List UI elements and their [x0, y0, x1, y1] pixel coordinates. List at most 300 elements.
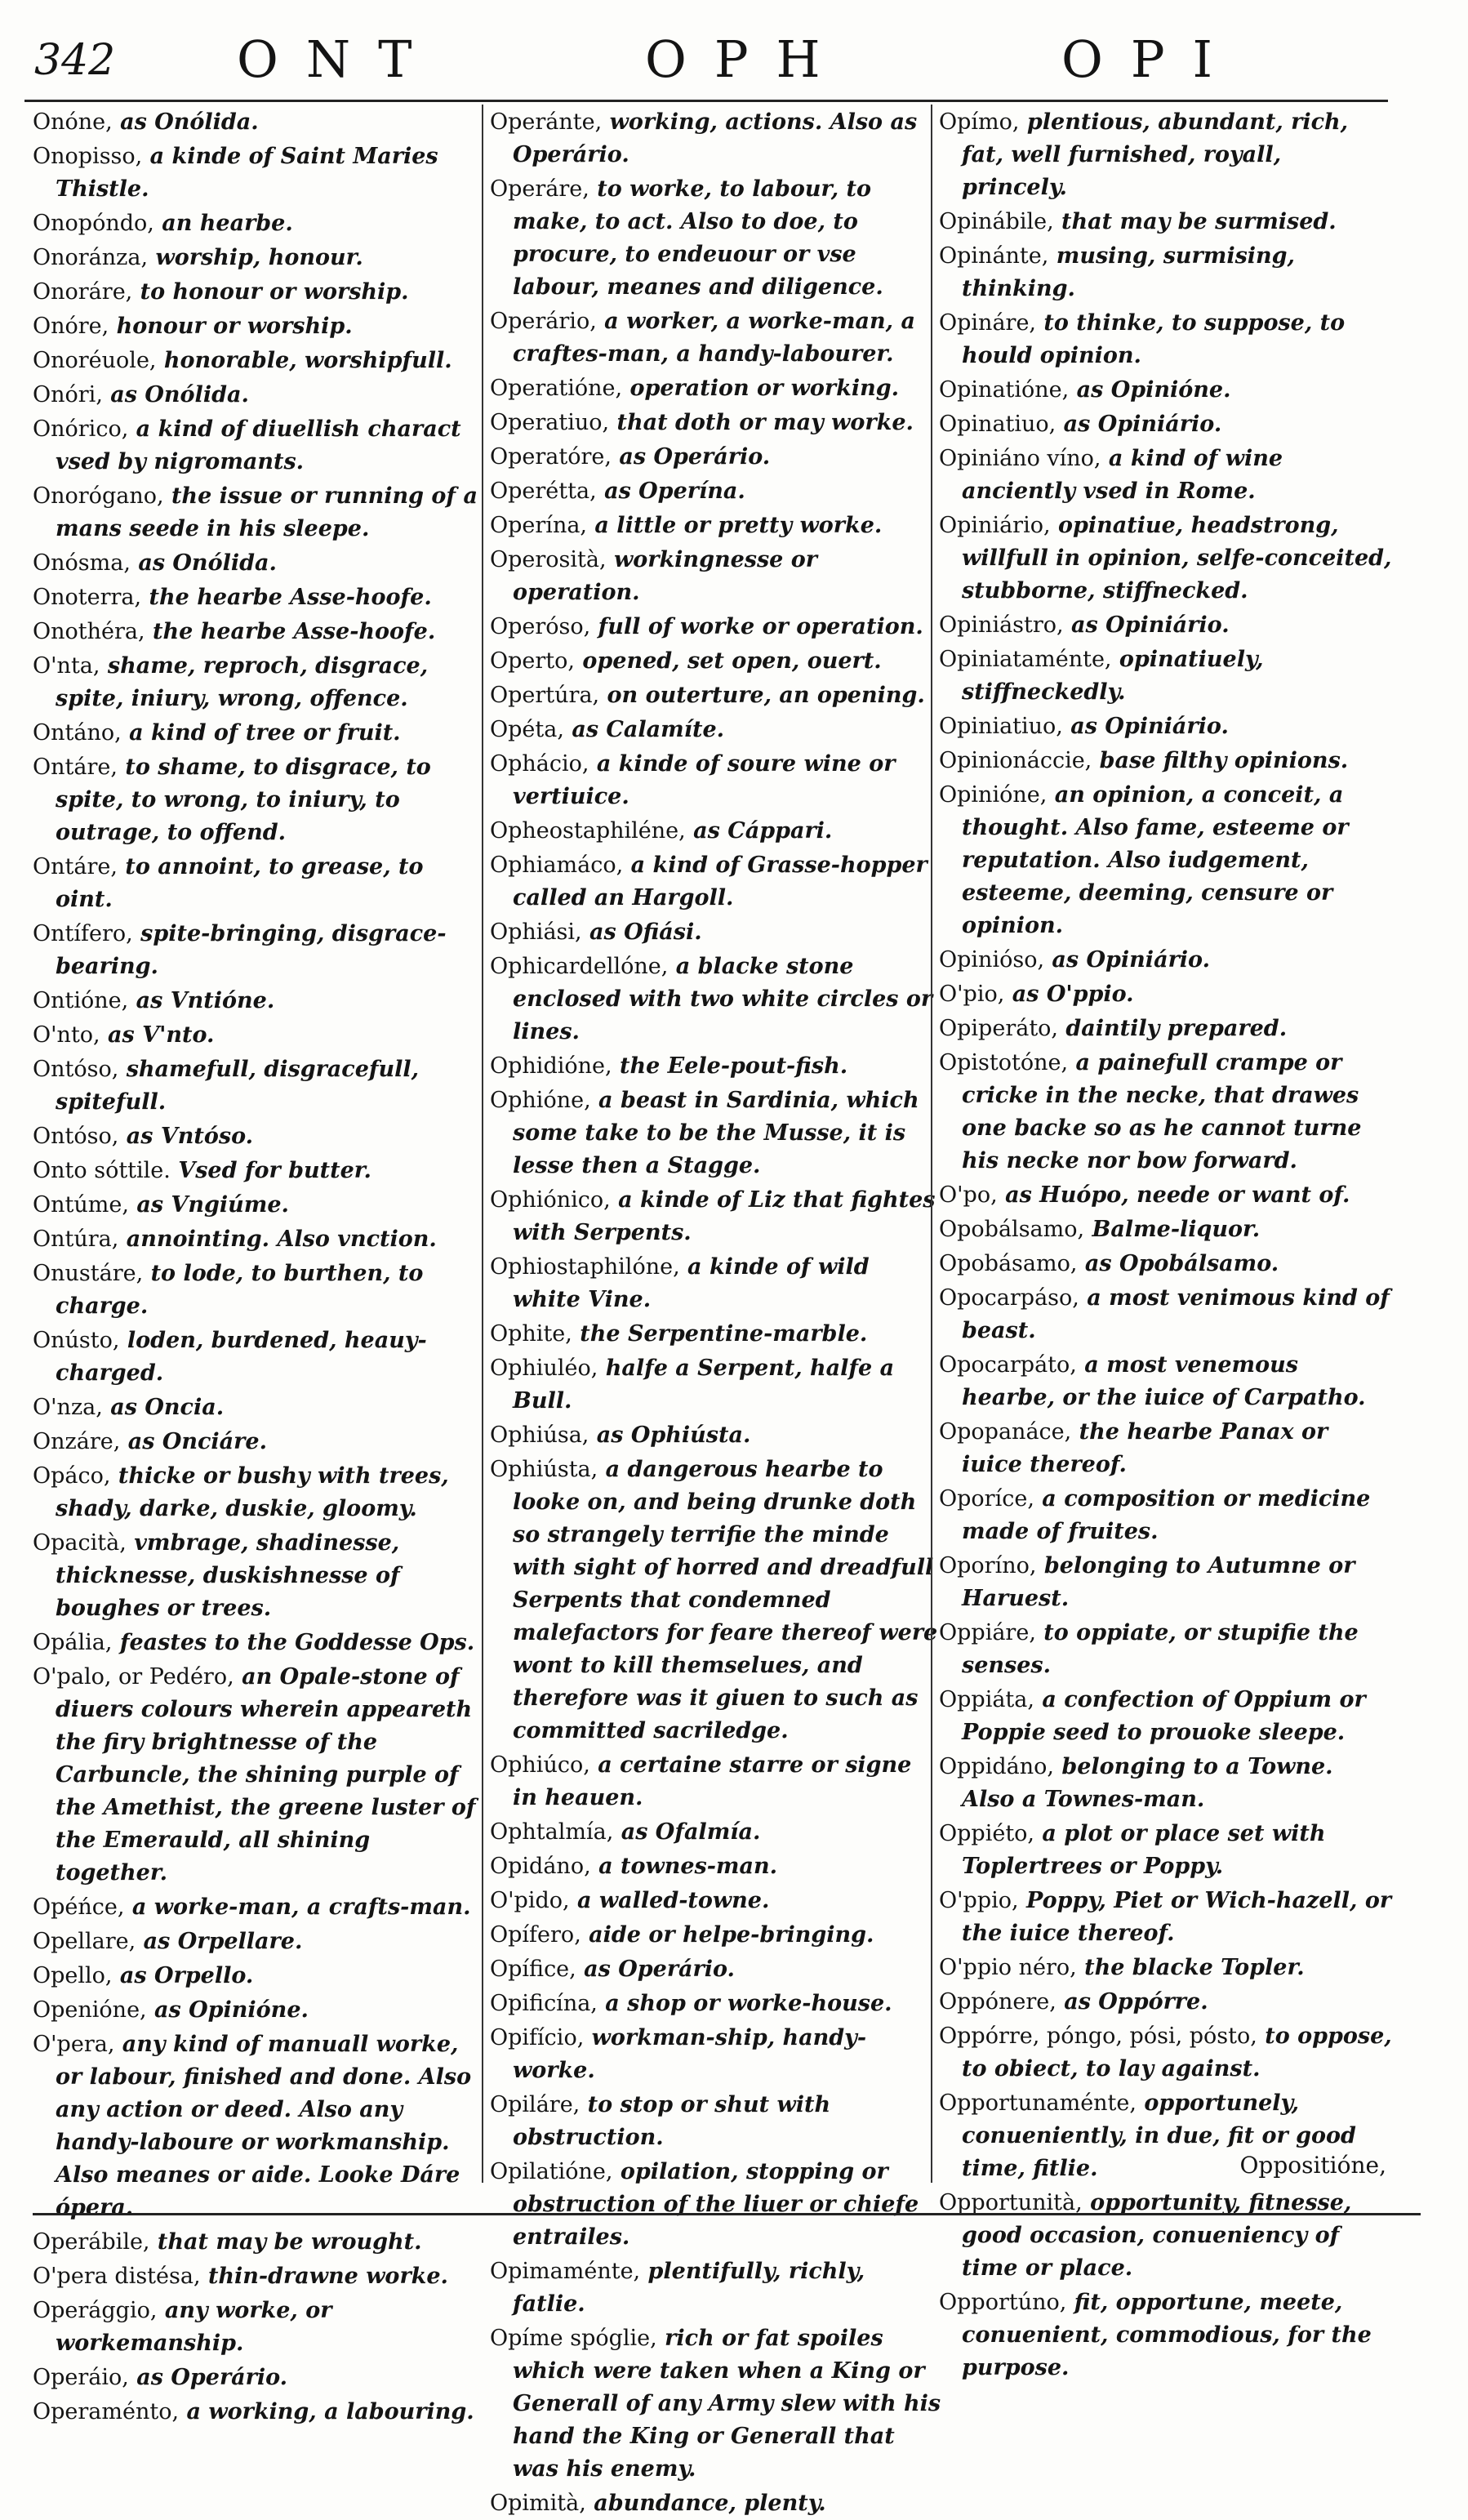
headword: O'ppio néro, — [939, 1955, 1077, 1980]
headword: Opinatiuo, — [939, 412, 1057, 437]
headword: Oppiáta, — [939, 1687, 1034, 1712]
dictionary-entry — [490, 1050, 943, 1083]
dictionary-entry — [490, 372, 943, 405]
dictionary-entry — [939, 1013, 1392, 1045]
dictionary-entry — [939, 1047, 1392, 1178]
headword: Ontífero, — [33, 921, 133, 946]
definition: workman-ship, handy-worke. — [513, 2025, 867, 2083]
running-head-center: OPH — [645, 29, 848, 89]
page-header — [24, 11, 1412, 101]
catchword: Oppositióne, — [1239, 2152, 1386, 2179]
definition: to stop or shut with obstruction. — [513, 2092, 831, 2150]
definition: feastes to the Goddesse Ops. — [112, 1630, 475, 1655]
headword: Opificína, — [490, 1991, 598, 2016]
definition: an Opale-stone of diuers colours wherein appeareth the firy brightnesse of the Carbuncle, the shining purple of the Amethist, the greene luster of the Emerauld, all shining together. — [56, 1664, 476, 1886]
headword: Onoránza, — [33, 245, 149, 270]
dictionary-entry — [33, 1527, 486, 1625]
definition: a painefull crampe or cricke in the necke, that drawes one backe so as he cannot turne his necke nor bow forward. — [962, 1050, 1362, 1173]
dictionary-entry — [939, 1751, 1392, 1816]
definition: as Opinióne. — [1069, 377, 1231, 403]
headword: Oppiéto, — [939, 1821, 1035, 1846]
headword: Ontóso, — [33, 1057, 119, 1082]
headword: Operatóre, — [490, 444, 612, 470]
dictionary-entry — [939, 408, 1392, 441]
dictionary-entry — [33, 1627, 486, 1659]
definition: plentifully, richly, fatlie. — [513, 2259, 865, 2317]
definition: a blacke stone enclosed with two white circles or lines. — [513, 954, 933, 1044]
definition: on outerture, an opening. — [599, 683, 925, 708]
headword: Opimaménte, — [490, 2259, 641, 2284]
dictionary-entry — [33, 2362, 486, 2394]
dictionary-entry — [33, 1258, 486, 1323]
definition: as Oncia. — [102, 1395, 225, 1420]
definition: as O'ppio. — [1004, 982, 1134, 1007]
definition: a kind of wine anciently vsed in Rome. — [962, 446, 1283, 504]
headword: Ontúra, — [33, 1227, 119, 1252]
definition: spite-bringing, disgrace-bearing. — [56, 921, 447, 979]
definition: full of worke or operation. — [590, 614, 923, 639]
headword: Oppórre, póngo, pósi, pósto, — [939, 2024, 1257, 2049]
definition: musing, surmising, thinking. — [962, 243, 1295, 301]
definition: to oppose, to obiect, to lay against. — [962, 2024, 1392, 2081]
headword: O'pio, — [939, 982, 1005, 1007]
dictionary-entry — [939, 2020, 1392, 2086]
definition: as Opiniário. — [1062, 714, 1229, 739]
definition: that may be wrought. — [149, 2229, 422, 2255]
headword: Opéńce, — [33, 1894, 125, 1920]
definition: as Oppórre. — [1056, 1989, 1208, 2015]
definition: Balme-liquor. — [1084, 1217, 1261, 1242]
definition: as Calamíte. — [563, 717, 725, 742]
definition: fit, opportune, meete, conuenient, commodious, for the purpose. — [962, 2290, 1372, 2380]
dictionary-entry — [33, 1460, 486, 1525]
definition: the hearbe Asse-hoofe. — [145, 619, 436, 644]
column-divider-2 — [931, 105, 932, 2183]
definition: as Onólida. — [130, 550, 277, 576]
definition: as Vntióne. — [128, 988, 275, 1013]
headword: Onórico, — [33, 416, 129, 442]
column-2 — [490, 106, 943, 2516]
dictionary-entry — [490, 2322, 943, 2486]
headword: Opímo, — [939, 109, 1020, 135]
dictionary-entry — [33, 985, 486, 1017]
headword: Oporíce, — [939, 1486, 1034, 1512]
definition: a shop or worke-house. — [597, 1991, 892, 2016]
dictionary-entry — [490, 510, 943, 542]
definition: honorable, worshipfull. — [156, 348, 452, 373]
dictionary-entry — [33, 1661, 486, 1890]
dictionary-entry — [33, 2260, 486, 2293]
dictionary-entry — [490, 611, 943, 643]
definition: belonging to a Towne. Also a Townes-man. — [962, 1754, 1333, 1812]
dictionary-entry — [33, 717, 486, 750]
headword: Opinionáccie, — [939, 748, 1092, 773]
dictionary-entry — [490, 2156, 943, 2254]
headword: Opáco, — [33, 1463, 111, 1489]
dictionary-entry — [939, 609, 1392, 642]
dictionary-entry — [490, 1988, 943, 2020]
dictionary-entry — [939, 1885, 1392, 1950]
headword: Openióne, — [33, 1997, 147, 2023]
definition: daintily prepared. — [1058, 1016, 1288, 1041]
definition: as Opiniário. — [1044, 947, 1210, 973]
headword: Opinánte, — [939, 243, 1049, 269]
headword: Opobásamo, — [939, 1251, 1078, 1276]
dictionary-entry — [490, 441, 943, 474]
dictionary-entry — [490, 544, 943, 609]
dictionary-entry — [33, 413, 486, 479]
definition: as V'nto. — [100, 1022, 215, 1048]
definition: shame, reproch, disgrace, spite, iniury, wrong, offence. — [56, 653, 429, 711]
definition: a certaine starre or signe in heauen. — [513, 1752, 912, 1810]
dictionary-entry — [33, 140, 486, 206]
dictionary-entry — [33, 2295, 486, 2360]
dictionary-entry — [490, 475, 943, 508]
definition: to oppiate, or stupifie the senses. — [962, 1620, 1359, 1678]
headword: Onoréuole, — [33, 348, 157, 373]
headword: Onothéra, — [33, 619, 145, 644]
headword: Opália, — [33, 1630, 113, 1655]
definition: a kind of tree or fruit. — [121, 720, 401, 746]
headword: Ophite, — [490, 1321, 572, 1347]
definition: opinatiue, headstrong, willfull in opinion, selfe-conceited, stubborne, stiffnecked. — [962, 513, 1392, 603]
definition: a little or pretty worke. — [587, 513, 883, 538]
headword: Oporíno, — [939, 1553, 1037, 1578]
definition: as Orpello. — [112, 1963, 254, 1988]
definition: a dangerous hearbe to looke on, and being drunke doth so strangely terrifie the minde with sight of horred and dreadfull Serpents that condemned malefactors for feare thereof were wont to kill themselues, and therefore was it giuen to such as committed sacriledge. — [513, 1457, 938, 1743]
dictionary-entry — [939, 1986, 1392, 2019]
headword: Onóne, — [33, 109, 113, 135]
definition: the Serpentine-marble. — [572, 1321, 868, 1347]
headword: Onoráre, — [33, 279, 133, 305]
headword: Ophiúco, — [490, 1752, 590, 1778]
headword: Opinatióne, — [939, 377, 1070, 403]
headword: Operário, — [490, 309, 597, 334]
dictionary-entry — [33, 379, 486, 412]
definition: the issue or running of a mans seede in his sleepe. — [56, 483, 478, 541]
definition: as Opiniário. — [1063, 612, 1230, 638]
headword: Operaménto, — [33, 2399, 180, 2424]
definition: that doth or may worke. — [609, 410, 914, 435]
headword: Opiniáno víno, — [939, 446, 1101, 471]
dictionary-entry — [33, 242, 486, 274]
dictionary-entry — [490, 1084, 943, 1182]
definition: as Operário. — [576, 1957, 735, 1982]
dictionary-entry — [490, 1749, 943, 1814]
definition: opportunely, conueniently, in due, fit or good time, fitlie. — [962, 2090, 1356, 2181]
dictionary-entry — [33, 106, 486, 139]
dictionary-entry — [490, 645, 943, 678]
definition: to shame, to disgrace, to spite, to wrong, to iniury, to outrage, to offend. — [56, 755, 431, 845]
dictionary-entry — [33, 1391, 486, 1424]
headword: Opobálsamo, — [939, 1217, 1085, 1242]
dictionary-entry — [33, 1325, 486, 1390]
headword: Onóre, — [33, 314, 109, 339]
definition: that may be surmised. — [1053, 209, 1337, 234]
definition: worship, honour. — [148, 245, 363, 270]
headword: Operáio, — [33, 2365, 129, 2390]
headword: O'po, — [939, 1182, 998, 1208]
dictionary-entry — [490, 1816, 943, 1849]
dictionary-entry — [939, 1684, 1392, 1749]
headword: Onopisso, — [33, 144, 143, 169]
dictionary-entry — [939, 1213, 1392, 1246]
headword: Opportunaménte, — [939, 2090, 1137, 2116]
dictionary-entry — [33, 650, 486, 715]
definition: as Opinióne. — [146, 1997, 309, 2023]
dictionary-entry — [939, 2286, 1392, 2384]
dictionary-entry — [33, 2396, 486, 2429]
definition: as Vntóso. — [118, 1124, 254, 1149]
dictionary-entry — [490, 679, 943, 712]
headword: Opífero, — [490, 1922, 581, 1948]
dictionary-entry — [490, 2089, 943, 2154]
headword: Ontóso, — [33, 1124, 119, 1149]
dictionary-entry — [33, 751, 486, 849]
definition: the blacke Topler. — [1076, 1955, 1305, 1980]
dictionary-entry — [490, 1318, 943, 1351]
definition: a worker, a worke-man, a craftes-man, a handy-labourer. — [513, 309, 915, 367]
dictionary-entry — [33, 547, 486, 580]
definition: opilation, stopping or obstruction of the liuer or chiefe entrailes. — [513, 2159, 919, 2250]
definition: thin-drawne worke. — [200, 2264, 448, 2289]
definition: a kinde of Saint Maries Thistle. — [56, 144, 438, 202]
dictionary-entry — [490, 407, 943, 439]
definition: as Operína. — [596, 479, 745, 504]
dictionary-entry — [33, 1053, 486, 1119]
headword: Operosità, — [490, 547, 607, 572]
definition: an hearbe. — [153, 211, 293, 236]
headword: Operétta, — [490, 479, 597, 504]
running-head-right: OPI — [1061, 29, 1241, 89]
dictionary-entry — [490, 1352, 943, 1418]
headword: Ontióne, — [33, 988, 129, 1013]
dictionary-entry — [33, 480, 486, 545]
headword: Opheostaphiléne, — [490, 818, 686, 844]
dictionary-entry — [33, 1120, 486, 1153]
column-3 — [939, 106, 1392, 2380]
headword: Ontáno, — [33, 720, 122, 746]
definition: a composition or medicine made of fruites. — [962, 1486, 1371, 1544]
headword: Opinábile, — [939, 209, 1054, 234]
dictionary-entry — [939, 1282, 1392, 1347]
headword: Ontáre, — [33, 854, 118, 879]
definition: thicke or bushy with trees, shady, darke, duskie, gloomy. — [56, 1463, 449, 1521]
dictionary-entry — [939, 745, 1392, 777]
definition: the hearbe Panax or iuice thereof. — [962, 1419, 1328, 1477]
dictionary-entry — [939, 1349, 1392, 1414]
definition: as Ofiási. — [581, 919, 702, 945]
definition: as Huópo, neede or want of. — [997, 1182, 1350, 1208]
definition: halfe a Serpent, halfe a Bull. — [513, 1356, 895, 1414]
headword: Opiniataménte, — [939, 647, 1112, 672]
headword: Opopanáce, — [939, 1419, 1072, 1445]
dictionary-entry — [939, 206, 1392, 238]
dictionary-entry — [490, 748, 943, 813]
headword: Onto sóttile. — [33, 1158, 171, 1183]
headword: Ophiúsa, — [490, 1423, 589, 1448]
dictionary-entry — [33, 2226, 486, 2259]
dictionary-entry — [490, 2022, 943, 2087]
headword: O'ppio, — [939, 1888, 1019, 1913]
definition: an opinion, a conceit, a thought. Also fame, esteeme or reputation. Also iudgement, esteeme, deeming, censure or opinion. — [962, 782, 1349, 938]
dictionary-entry — [33, 1426, 486, 1458]
dictionary-entry — [490, 1251, 943, 1316]
headword: Opiniatiuo, — [939, 714, 1063, 739]
headword: Operábile, — [33, 2229, 150, 2255]
dictionary-entry — [33, 616, 486, 648]
dictionary-entry — [939, 443, 1392, 508]
headword: Opinióso, — [939, 947, 1045, 973]
headword: O'nta, — [33, 653, 100, 679]
dictionary-entry — [939, 374, 1392, 407]
definition: rich or fat spoiles which were taken when a King or Generall of any Army slew with his hand the King or Generall that was his enemy. — [513, 2326, 941, 2482]
definition: as Operário. — [128, 2365, 288, 2390]
dictionary-entry — [33, 2028, 486, 2224]
headword: Operatiuo, — [490, 410, 610, 435]
dictionary-entry — [33, 1189, 486, 1222]
dictionary-entry — [33, 1155, 486, 1187]
dictionary-entry — [939, 510, 1392, 608]
headword: Operáre, — [490, 176, 589, 202]
headword: O'pera distésa, — [33, 2264, 201, 2289]
definition: aide or helpe-bringing. — [581, 1922, 874, 1948]
definition: a kinde of Liz that fightes with Serpents. — [513, 1187, 936, 1245]
headword: Opello, — [33, 1963, 113, 1988]
headword: Ophiuléo, — [490, 1356, 598, 1381]
definition: a working, a labouring. — [179, 2399, 474, 2424]
dictionary-entry — [939, 779, 1392, 942]
headword: Opiniástro, — [939, 612, 1064, 638]
definition: as Ophiústa. — [589, 1423, 751, 1448]
definition: to worke, to labour, to make, to act. Also to doe, to procure, to endeuour or vse labour, meanes and diligence. — [513, 176, 883, 300]
definition: to honour or worship. — [132, 279, 409, 305]
headword: Opportúno, — [939, 2290, 1067, 2315]
dictionary-entry — [939, 1550, 1392, 1615]
definition: a most venimous kind of beast. — [962, 1285, 1390, 1343]
headword: O'pido, — [490, 1888, 570, 1913]
headword: Ophiási, — [490, 919, 582, 945]
headword: Opertúra, — [490, 683, 600, 708]
footer-rule — [33, 2213, 1421, 2215]
headword: Opífice, — [490, 1957, 576, 1982]
dictionary-entry — [490, 849, 943, 915]
definition: a townes-man. — [590, 1854, 777, 1879]
headword: Operto, — [490, 648, 575, 674]
dictionary-entry — [33, 1926, 486, 1958]
headword: Onustáre, — [33, 1261, 144, 1286]
definition: base filthy opinions. — [1092, 748, 1349, 773]
headword: Opocarpáso, — [939, 1285, 1079, 1311]
headword: Ophtalmía, — [490, 1819, 614, 1845]
definition: a kinde of wild white Vine. — [513, 1254, 870, 1312]
definition: loden, burdened, heauy-charged. — [56, 1328, 427, 1386]
headword: O'nto, — [33, 1022, 100, 1048]
definition: as Opobálsamo. — [1077, 1251, 1279, 1276]
headword: Ophicardellóne, — [490, 954, 669, 979]
headword: Opidáno, — [490, 1854, 591, 1879]
definition: Vsed for butter. — [170, 1158, 371, 1183]
headword: Opináre, — [939, 310, 1037, 336]
definition: any worke, or workemanship. — [56, 2298, 332, 2356]
headword: O'pera, — [33, 2032, 115, 2057]
headword: Operánte, — [490, 109, 603, 135]
headword: Onósma, — [33, 550, 131, 576]
headword: Operína, — [490, 513, 588, 538]
definition: honour or worship. — [109, 314, 353, 339]
dictionary-entry — [490, 1885, 943, 1917]
definition: a worke-man, a crafts-man. — [124, 1894, 471, 1920]
definition: a walled-towne. — [569, 1888, 770, 1913]
dictionary-entry — [490, 916, 943, 949]
definition: a kind of diuellish charact vsed by nigromants. — [56, 416, 461, 474]
dictionary-entry — [939, 1483, 1392, 1548]
headword: Opocarpáto, — [939, 1352, 1077, 1378]
definition: any kind of manuall worke, or labour, finished and done. Also any action or deed. Also any handy-laboure or workmanship. Also meanes or aide. Looke Dáre ópera. — [56, 2032, 472, 2220]
dictionary-entry — [490, 1454, 943, 1748]
headword: Oppónere, — [939, 1989, 1057, 2015]
dictionary-entry — [33, 1019, 486, 1052]
definition: the hearbe Asse-hoofe. — [141, 585, 432, 610]
definition: workingnesse or operation. — [513, 547, 817, 605]
headword: Onzáre, — [33, 1429, 121, 1454]
dictionary-entry — [490, 815, 943, 848]
dictionary-entry — [33, 1891, 486, 1924]
headword: Opellare, — [33, 1929, 136, 1954]
dictionary-entry — [490, 714, 943, 746]
dictionary-entry — [490, 1919, 943, 1952]
definition: plentious, abundant, rich, fat, well furnished, royall, princely. — [962, 109, 1349, 200]
headword: Opinióne, — [939, 782, 1048, 808]
dictionary-entry — [33, 1994, 486, 2027]
headword: Operatióne, — [490, 376, 623, 401]
dictionary-entry — [33, 310, 486, 343]
headword: Onopóndo, — [33, 211, 154, 236]
definition: to thinke, to suppose, to hould opinion. — [962, 310, 1346, 368]
headword: Ophiamáco, — [490, 853, 624, 878]
dictionary-entry — [939, 978, 1392, 1011]
dictionary-entry — [490, 1850, 943, 1883]
headword: Opilatióne, — [490, 2159, 613, 2184]
page-number: 342 — [34, 36, 116, 85]
definition: a confection of Oppium or Poppie seed to prouoke sleepe. — [962, 1687, 1366, 1745]
dictionary-entry — [939, 307, 1392, 372]
dictionary-entry — [490, 1419, 943, 1452]
headword: Opimità, — [490, 2491, 586, 2516]
headword: O'nza, — [33, 1395, 103, 1420]
headword: Ophiónico, — [490, 1187, 611, 1213]
headword: Opiperáto, — [939, 1016, 1059, 1041]
definition: as Opiniário. — [1056, 412, 1222, 437]
dictionary-entry — [939, 1179, 1392, 1212]
definition: belonging to Autumne or Haruest. — [962, 1553, 1355, 1611]
headword: Opéta, — [490, 717, 564, 742]
definition: opportunity, fitnesse, good occasion, conueniency of time or place. — [962, 2190, 1352, 2281]
headword: Opíme spóglie, — [490, 2326, 657, 2351]
definition: as Operário. — [611, 444, 771, 470]
definition: opinatiuely, stiffneckedly. — [962, 647, 1264, 705]
dictionary-entry — [33, 918, 486, 983]
definition: a kind of Grasse-hopper called an Hargoll. — [513, 853, 928, 910]
headword: Operággio, — [33, 2298, 158, 2323]
running-head-left: ONT — [237, 29, 440, 89]
definition: as Vngiúme. — [128, 1192, 289, 1218]
dictionary-entry — [939, 1416, 1392, 1481]
headword: Opiniário, — [939, 513, 1051, 538]
definition: Poppy, Piet or Wich-hazell, or the iuice thereof. — [962, 1888, 1392, 1946]
definition: as Orpellare. — [136, 1929, 303, 1954]
dictionary-entry — [939, 710, 1392, 743]
